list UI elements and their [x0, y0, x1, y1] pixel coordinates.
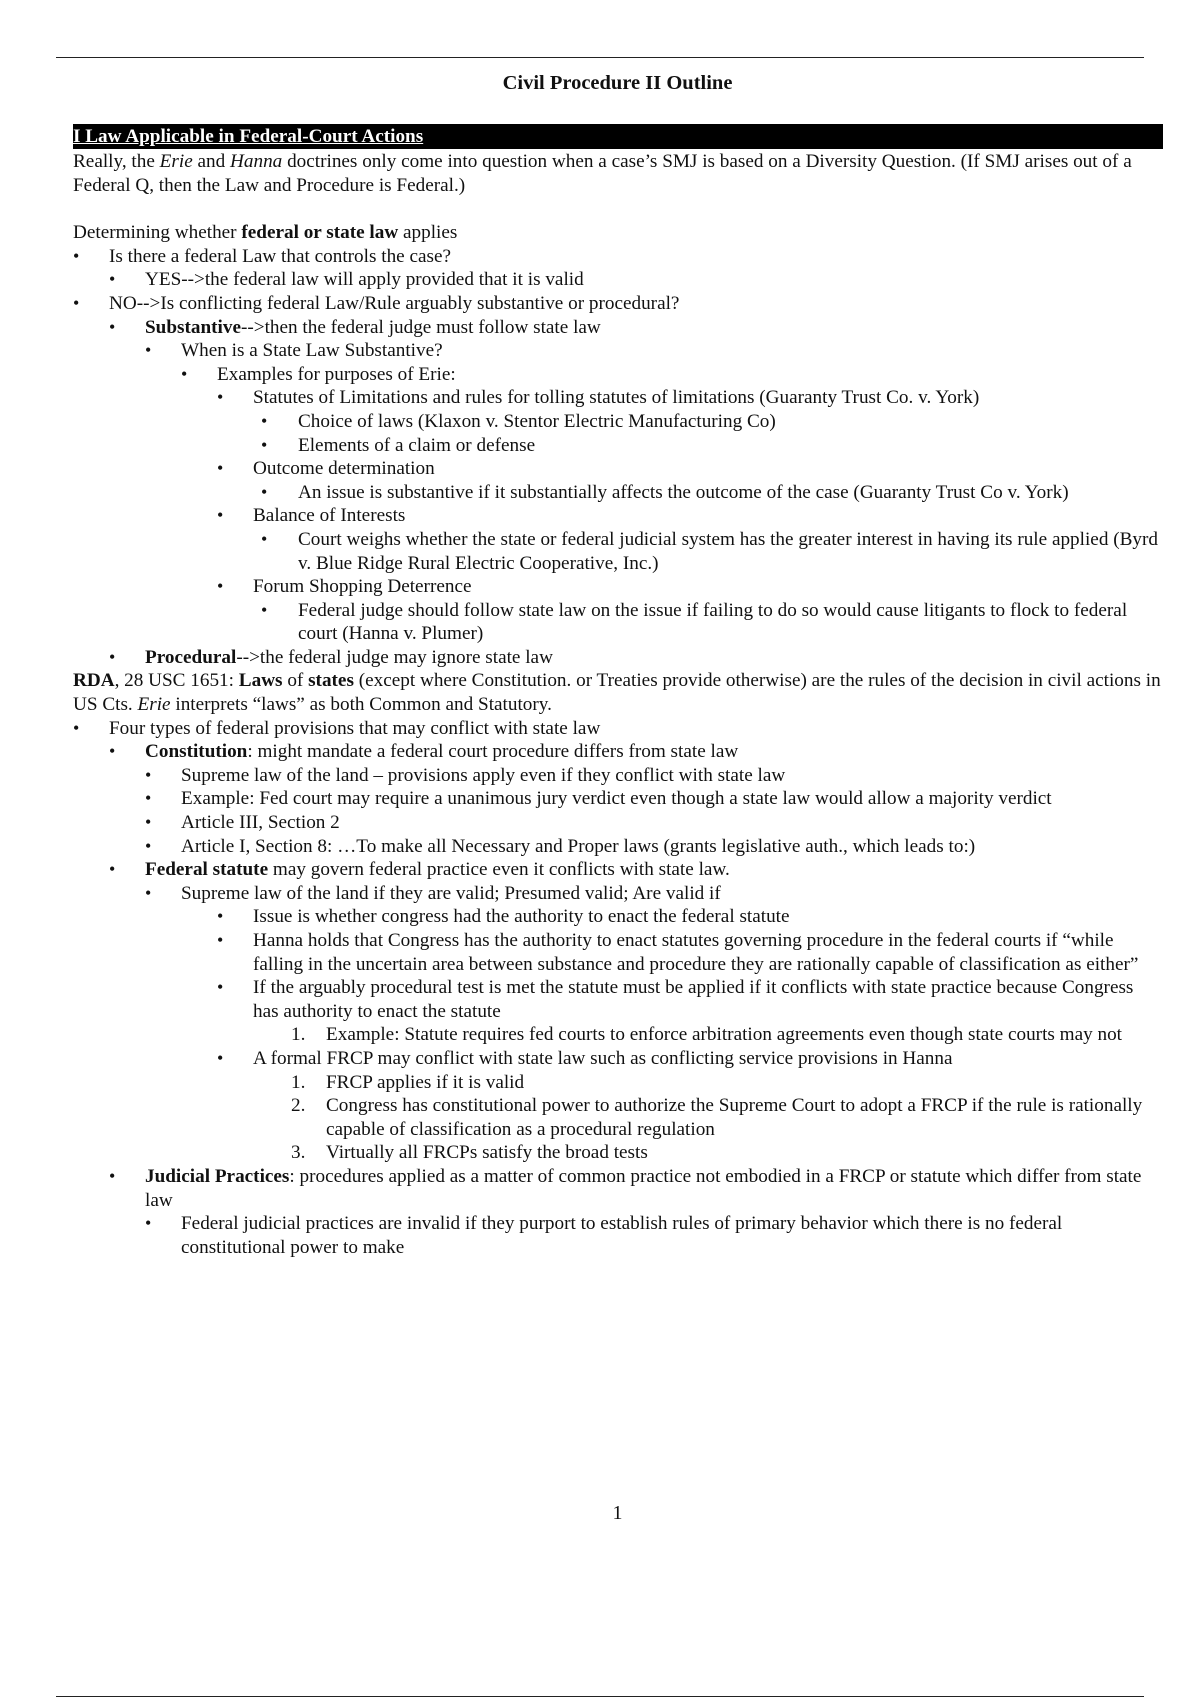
- document-title: Civil Procedure II Outline: [502, 72, 733, 94]
- list-item: • Supreme law of the land if they are valid; Presumed valid; Are valid if: [73, 882, 1163, 906]
- list-item: • YES-->the federal law will apply provided that it is valid: [73, 268, 1163, 292]
- list-item: • Hanna holds that Congress has the authority to enact statutes governing procedure in the federal courts if “while falling in the uncertain area between substance and procedure they are rationally capable of classification as either”: [73, 929, 1163, 976]
- list-item: • Article I, Section 8: …To make all Necessary and Proper laws (grants legislative auth., which leads to:): [73, 835, 1163, 859]
- section-heading: I Law Applicable in Federal-Court Actions: [73, 124, 1163, 149]
- list-item: • Supreme law of the land – provisions apply even if they conflict with state law: [73, 764, 1163, 788]
- bottom-rule: [56, 1696, 1144, 1697]
- list-item: • Court weighs whether the state or federal judicial system has the greater interest in having its rule applied (Byrd v. Blue Ridge Rural Electric Cooperative, Inc.): [73, 528, 1163, 575]
- list-item: • Procedural-->the federal judge may ignore state law: [73, 646, 1163, 670]
- numbered-item: 1. Example: Statute requires fed courts to enforce arbitration agreements even though state courts may not: [291, 1024, 1123, 1046]
- list-item: • Elements of a claim or defense: [73, 434, 1163, 458]
- list-item: • Forum Shopping Deterrence: [73, 575, 1163, 599]
- numbered-item: 1. FRCP applies if it is valid: [291, 1071, 525, 1093]
- list-item: • Examples for purposes of Erie:: [73, 363, 1163, 387]
- list-item: • NO-->Is conflicting federal Law/Rule arguably substantive or procedural?: [73, 292, 1163, 316]
- page-number: 1: [612, 1502, 623, 1524]
- rda-paragraph: RDA, 28 USC 1651: Laws of states (except where Constitution. or Treaties provide otherwise) are the rules of the decision in civil actions in US Cts. Erie interprets “laws” as both Common and Statutory.: [73, 670, 1161, 716]
- top-rule: [56, 57, 1144, 58]
- list-item: • Is there a federal Law that controls the case?: [73, 245, 1163, 269]
- list-item: • If the arguably procedural test is met the statute must be applied if it conflicts with state practice because Congress has authority to enact the statute: [73, 976, 1163, 1023]
- list-item: • Four types of federal provisions that may conflict with state law: [73, 717, 1163, 741]
- list-item: • Constitution: might mandate a federal court procedure differs from state law: [73, 740, 1163, 764]
- determining-line: Determining whether federal or state law applies: [73, 222, 458, 244]
- list-item: • Statutes of Limitations and rules for tolling statutes of limitations (Guaranty Trust Co. v. York): [73, 386, 1163, 410]
- list-item: • Outcome determination: [73, 457, 1163, 481]
- list-item: • When is a State Law Substantive?: [73, 339, 1163, 363]
- list-item: • Substantive-->then the federal judge must follow state law: [73, 316, 1163, 340]
- list-item: • Example: Fed court may require a unanimous jury verdict even though a state law would allow a majority verdict: [73, 787, 1163, 811]
- list-item: • Federal judicial practices are invalid if they purport to establish rules of primary behavior which there is no federal constitutional power to make: [73, 1212, 1163, 1259]
- intro-paragraph: Really, the Erie and Hanna doctrines only come into question when a case’s SMJ is based on a Diversity Question. (If SMJ arises out of a Federal Q, then the Law and Procedure is Federal.): [73, 151, 1132, 196]
- list-item: • Federal statute may govern federal practice even it conflicts with state law.: [73, 858, 1163, 882]
- list-item: • Federal judge should follow state law on the issue if failing to do so would cause litigants to flock to federal court (Hanna v. Plumer): [73, 599, 1163, 646]
- list-item: • Choice of laws (Klaxon v. Stentor Electric Manufacturing Co): [73, 410, 1163, 434]
- list-item: • Issue is whether congress had the authority to enact the federal statute: [73, 905, 1163, 929]
- document-body: [73, 124, 1163, 1259]
- list-item: • Balance of Interests: [73, 504, 1163, 528]
- numbered-item: 3. Virtually all FRCPs satisfy the broad tests: [291, 1142, 648, 1164]
- list-item: • A formal FRCP may conflict with state law such as conflicting service provisions in Hanna: [73, 1047, 1163, 1071]
- list-item: • Article III, Section 2: [73, 811, 1163, 835]
- list-item: • An issue is substantive if it substantially affects the outcome of the case (Guaranty Trust Co v. York): [73, 481, 1163, 505]
- list-item: • Judicial Practices: procedures applied as a matter of common practice not embodied in a FRCP or statute which differ from state law: [73, 1165, 1163, 1212]
- numbered-item: 2. Congress has constitutional power to authorize the Supreme Court to adopt a FRCP if the rule is rationally capable of classification as a procedural regulation: [291, 1095, 1143, 1140]
